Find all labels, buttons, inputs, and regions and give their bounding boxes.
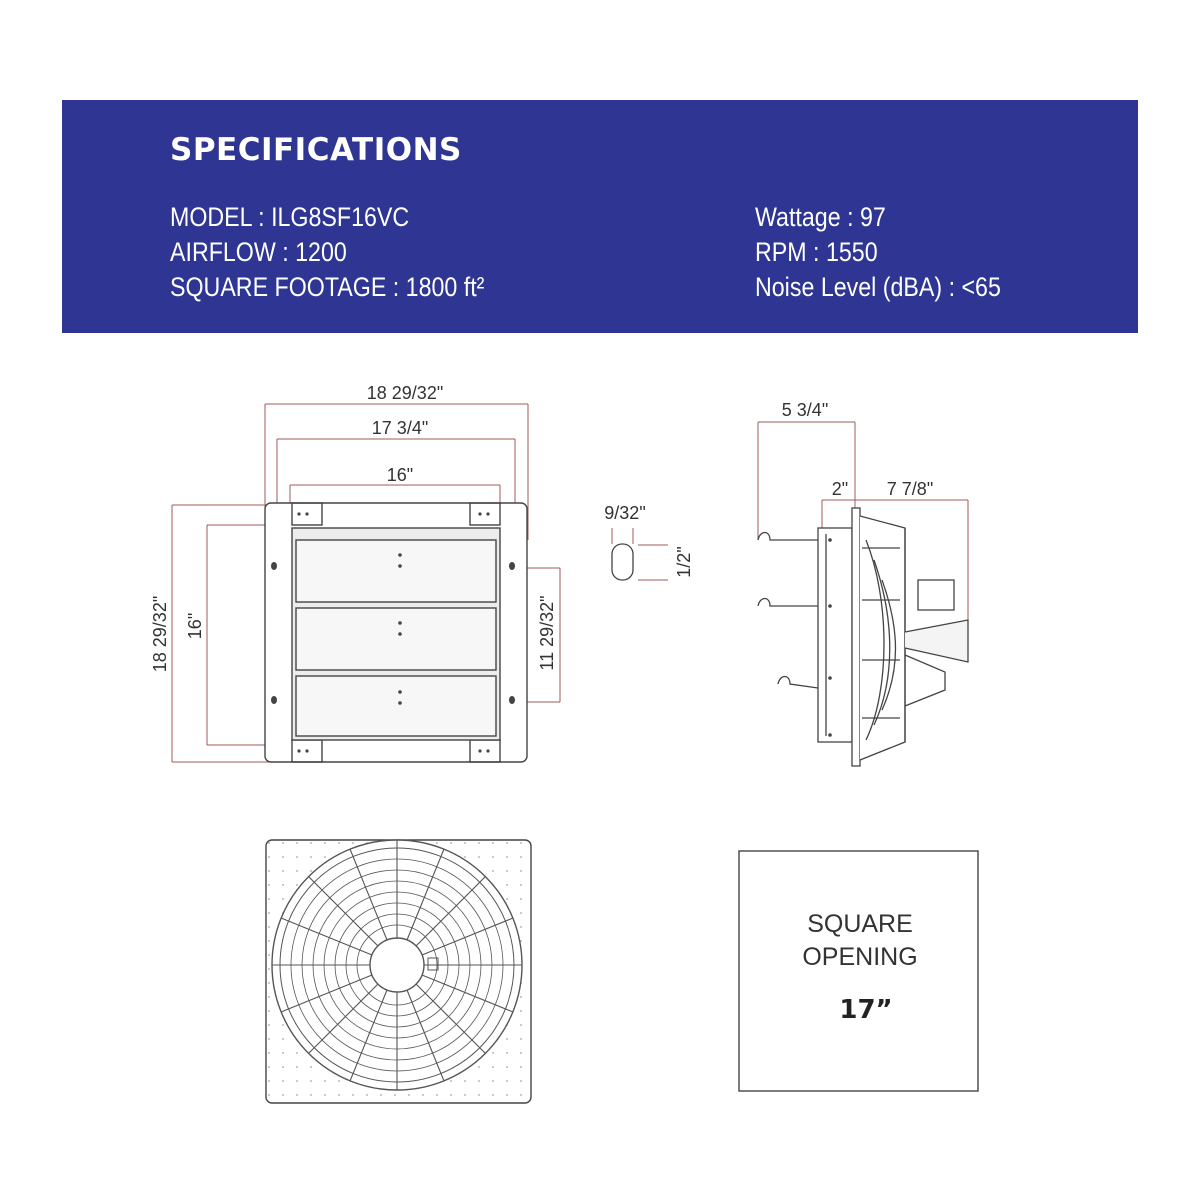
dim-hole-spacing: 11 29/32": [537, 595, 557, 671]
dim-slot-width: 9/32": [604, 503, 646, 523]
square-opening-drawing: [739, 851, 978, 1091]
square-opening-box: [739, 851, 978, 1091]
spec-wattage: Wattage : 97: [755, 202, 886, 232]
dim-guard-depth: 7 7/8": [886, 479, 934, 499]
dim-overall-height: 18 29/32": [150, 595, 170, 673]
side-body: [758, 508, 968, 766]
front-view-drawing: [150, 383, 560, 762]
spec-noise-level: Noise Level (dBA) : <65: [755, 272, 1001, 302]
front-frame: [265, 503, 527, 762]
dim-frame-depth: 2": [831, 479, 849, 499]
slot-shape: [612, 544, 633, 580]
specifications-title: SPECIFICATIONS: [170, 132, 462, 168]
dim-inner-width: 17 3/4": [371, 418, 429, 438]
dim-slot-length: 1/2": [674, 546, 694, 578]
spec-model: MODEL : ILG8SF16VC: [170, 202, 410, 232]
spec-square-footage: SQUARE FOOTAGE : 1800 ft²: [170, 272, 485, 302]
opening-label-line2: OPENING: [802, 943, 918, 971]
dim-total-depth: 5 3/4": [781, 400, 829, 420]
spec-airflow: AIRFLOW : 1200: [170, 237, 347, 267]
dim-overall-width: 18 29/32": [366, 383, 444, 403]
side-view-drawing: [758, 400, 968, 766]
back-view-drawing: [266, 840, 531, 1103]
spec-rpm: RPM : 1550: [755, 237, 878, 267]
fan-guard: [272, 840, 522, 1090]
dim-shutter-height: 16": [185, 612, 205, 640]
opening-label-line1: SQUARE: [807, 910, 913, 938]
opening-size: 17”: [839, 995, 893, 1025]
dim-shutter-width: 16": [386, 465, 414, 485]
slot-detail-drawing: [604, 503, 694, 580]
